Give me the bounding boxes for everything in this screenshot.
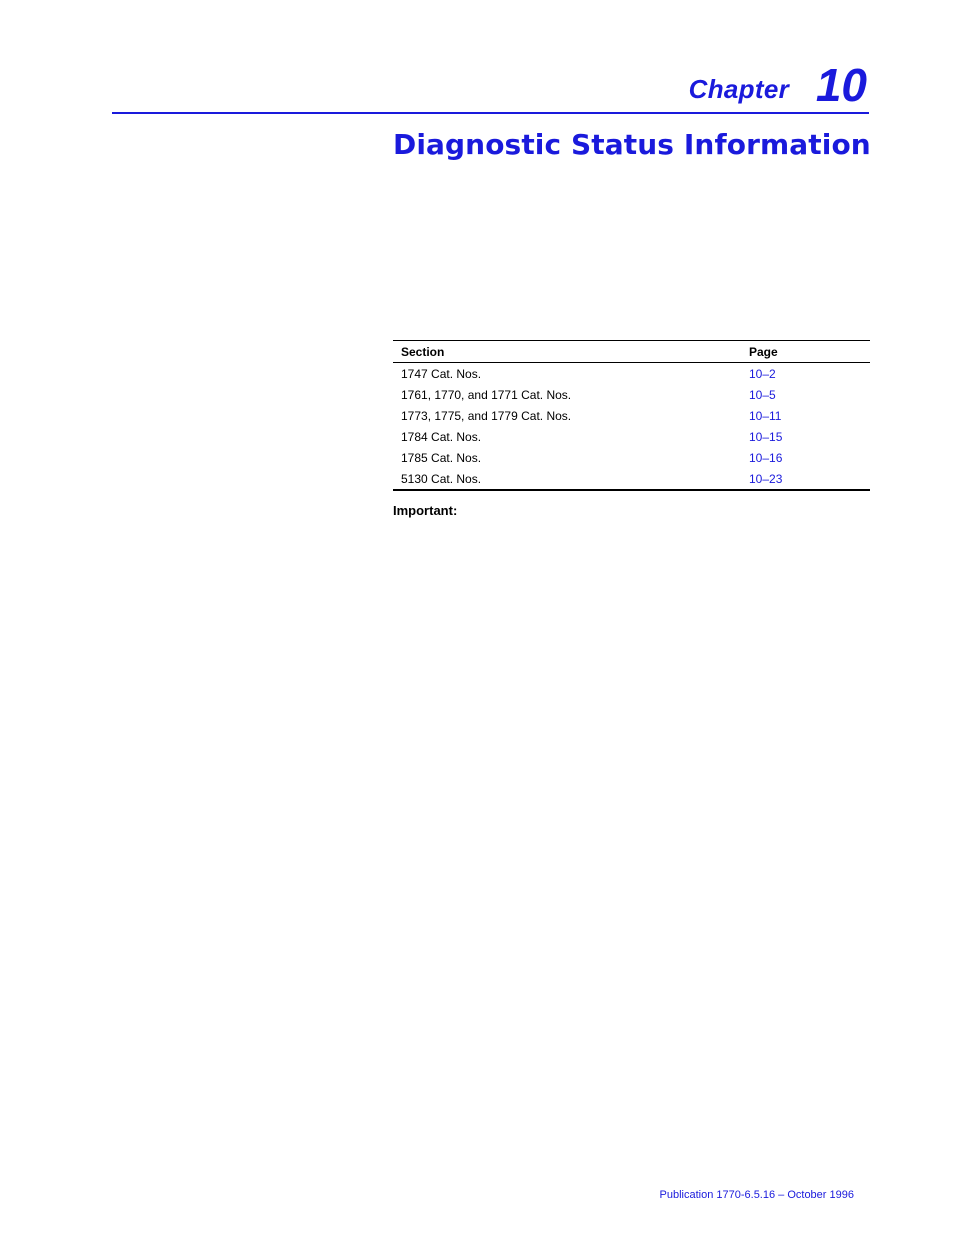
section-name: 1773, 1775, and 1779 Cat. Nos. [401, 408, 572, 423]
table-row [393, 363, 870, 385]
section-name: 1761, 1770, and 1771 Cat. Nos. [401, 387, 572, 402]
table-header-row [393, 341, 870, 363]
page-column-header: Page [741, 341, 870, 363]
section-column-header: Section [393, 341, 741, 363]
table-row [393, 426, 870, 447]
page-link[interactable]: 10–23 [749, 471, 783, 486]
page-link[interactable]: 10–5 [749, 387, 776, 402]
section-name: 1784 Cat. Nos. [401, 429, 482, 444]
section-table [393, 340, 870, 491]
table-row [393, 405, 870, 426]
page-link[interactable]: 10–11 [749, 408, 782, 423]
chapter-number: 10 [815, 59, 867, 111]
publication-footer: Publication 1770-6.5.16 – October 1996 [659, 1189, 854, 1201]
page-link[interactable]: 10–16 [749, 450, 783, 465]
chapter-header [112, 56, 869, 114]
table-row [393, 468, 870, 490]
section-name: 1747 Cat. Nos. [401, 366, 482, 381]
page-link[interactable]: 10–2 [749, 366, 776, 381]
section-name: 5130 Cat. Nos. [393, 468, 741, 490]
chapter-label: Chapter [688, 74, 789, 104]
page-title: Diagnostic Status Information [393, 128, 871, 161]
table-row [393, 384, 870, 405]
important-label: Important: [393, 503, 458, 518]
table-row [393, 447, 870, 468]
page-link[interactable]: 10–15 [749, 429, 783, 444]
section-name: 1785 Cat. Nos. [401, 450, 482, 465]
